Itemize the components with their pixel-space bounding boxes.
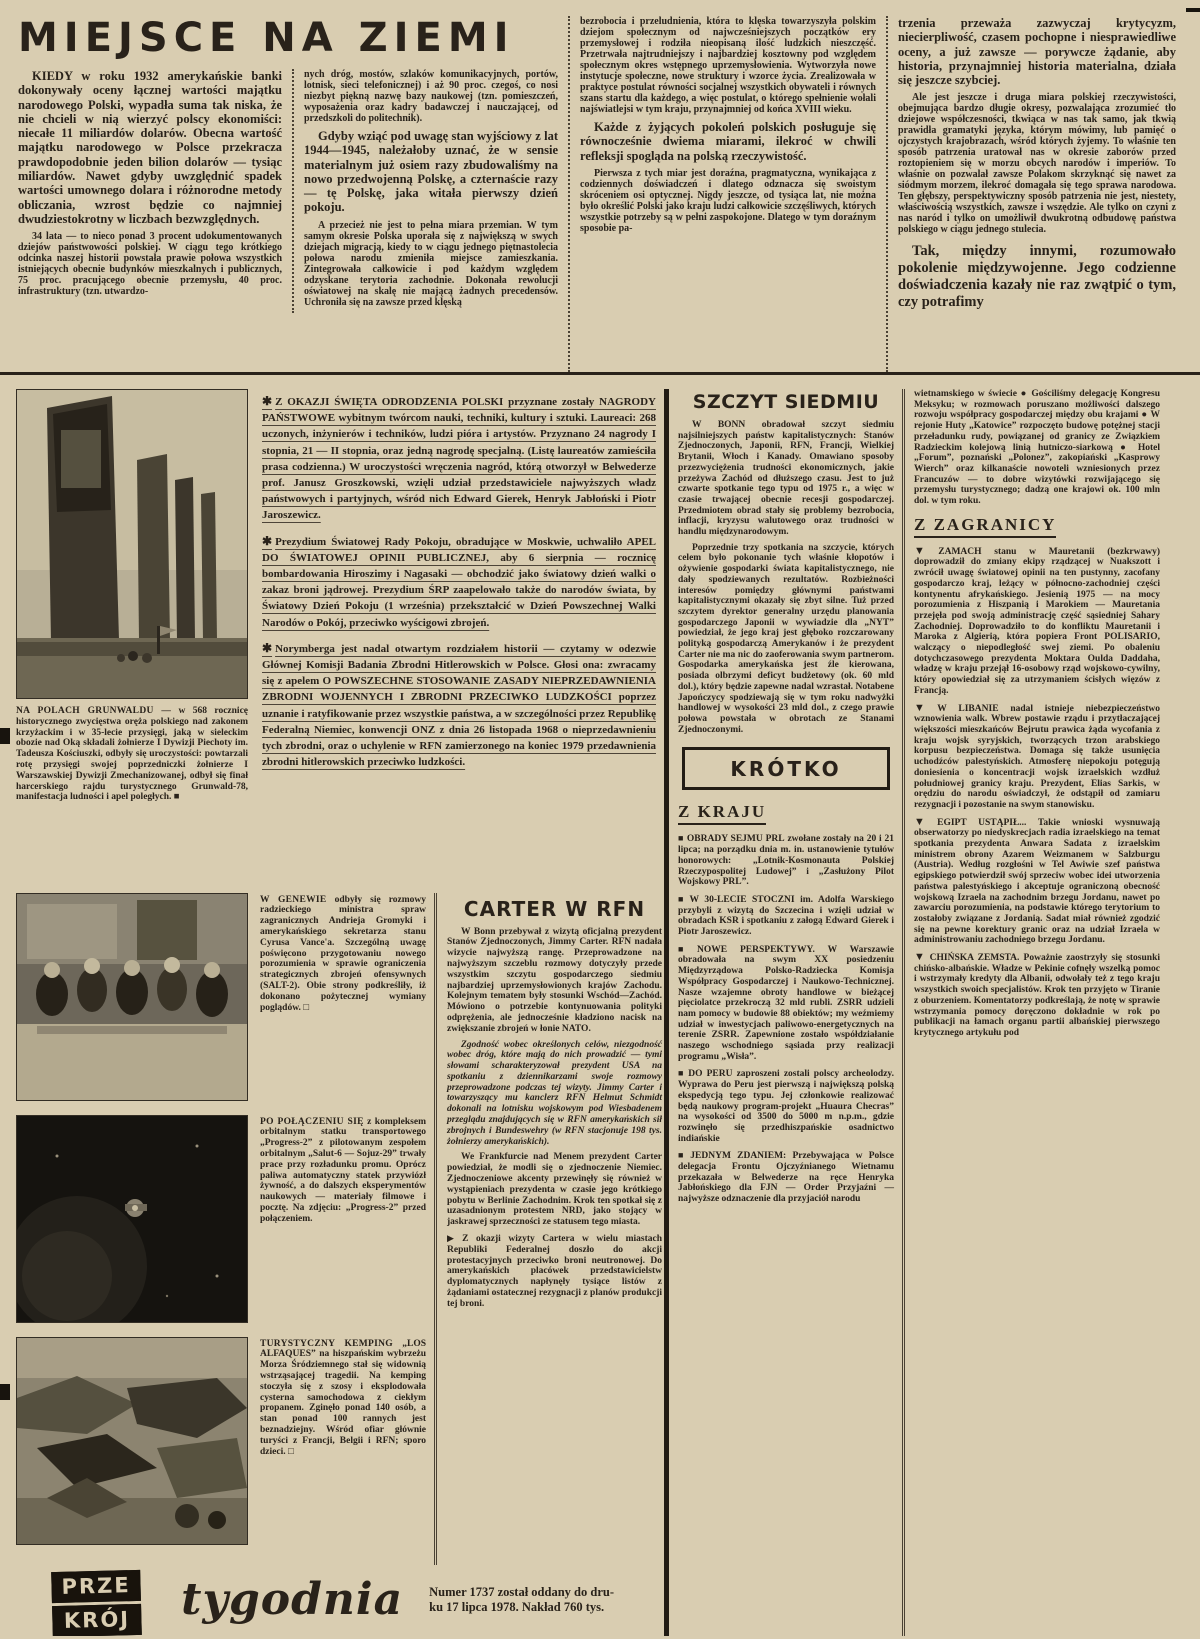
registration-mark <box>0 728 10 744</box>
item-lead: JEDNYM ZDANIEM: <box>690 1151 787 1162</box>
caption-lead: NA POLACH GRUNWALDU — <box>16 706 172 716</box>
progress2-spacecraft-photo <box>16 1115 248 1323</box>
paragraph: Gdyby wziąć pod uwagę stan wyjściowy z lat 1944—1945, należałoby uznać, że w sensie materialnym już osiem razy zbudowaliśmy na nowo przedwojenną Polskę, a czternaście razy — tę Polskę, jaka witała pierwszy dzień pokoju. <box>304 129 558 215</box>
item-text: Przebywająca w Polsce delegacja Frontu Ojczyźnianego Wietnamu przekazała w Belwederze na ręce Henryka Jabłońskiego dla FJN — Order Przyjaźni — najwyższe odznaczenie dla przyjaciół narodu <box>678 1151 895 1205</box>
krotko-section-header: KRÓTKO <box>682 747 890 790</box>
closing-paragraph: Tak, między innymi, rozumowało pokolenie międzywojenne. Jego codzienne doświadczenia kazały nie raz zwątpić o tym, czy potrafimy <box>898 243 1176 311</box>
article-column-3 <box>568 16 886 372</box>
grunwald-monument-photo <box>16 389 248 699</box>
caption-lead: TURYSTYCZNY KEMPING <box>260 1338 393 1349</box>
progress-row <box>16 1115 434 1327</box>
paragraph: bezrobocia i przeludnienia, która to klęska towarzyszyła polskim dziejom społecznym od najwcześniejszych początków ery przemysłowej i rodziła nieopisaną ilość ludzkich nieszczęść. Przetrwała najtrudniejszy i najbardziej kosztowny pod względem społecznym okres wstępnego uprzemysłowienia. Wytworzyła nowe instytucje społeczne, nowe struktury i wzorce życia. Zrealizowała w praktyce postulat równości socjalnej wszystkich obywateli i równych szans startu dla każdego, a więc postulat, o którego spełnienie wołali najświatlejsi w tym kraju, przynajmniej od końca XVIII wieku. <box>580 16 876 115</box>
kraj-item <box>678 1068 894 1144</box>
paragraph: Poprzednie trzy spotkania na szczycie, których celem było pokonanie tych właśnie kłopotów i ożywienie gospodarki świata kapitalistycznego, nie dały spodziewanych rezultatów. Rozbieżności interesów pomiędzy głównymi państwami kapitalistycznymi okazały się zbyt silne. Tuż przed szczytem dyrektor generalny urzędu planowania gospodarczego Japonii w wywiadzie dla „NYT” powiedział, że jego kraj jest głęboko rozczarowany polityką gospodarczą Amerykanów i że prezydent Carter nie ma nic do zaoferowania swym partnerom. Gospodarka amerykańska jest źle kierowana, posiada olbrzymi deficyt budżetowy (ok. 60 mld dol.), który będzie zapewne nadal wzrastał. Notabene Japończycy spodziewają się w tym roku nadwyżki handlowej w wysokości 23 mld dol., z czego prawie połowa powstała w obrotach ze Stanami Zjednoczonymi. <box>678 542 894 735</box>
middle-track <box>664 389 902 1636</box>
z-zagranicy-header: Z ZAGRANICY <box>914 515 1056 538</box>
szczyt-siedmiu-title: SZCZYT SIEDMIU <box>692 391 880 413</box>
asterisk-bullet-icon: ✱ <box>262 394 273 408</box>
paragraph: W BONN obradował szczyt siedmiu najsilniejszych państw kapitalistycznych: Stanów Zjednoczonych, Japonii, RFN, Francji, Wielkiej Brytanii, Włoch i Kanady. Omawiano sposoby przezwyciężenia trudności ekonomicznych, jakie przeżywa Zachód od dłuższego czasu. Jest to już czwarte spotkanie tego typu od 1975 r., a więc w czasie trwającej obecnie recesji gospodarczej. Przedmiotem obrad stały się problemy bezrobocia, inflacji, kryzysu walutowego oraz trudności w handlu międzynarodowym. <box>678 420 894 538</box>
geneva-talks-photo <box>16 893 248 1101</box>
paragraph: nych dróg, mostów, szlaków komunikacyjnych, portów, lotnisk, sieci telefonicznej) i aż 90 proc. czegoś, co nosi niezbyt piękną nazwę bazy naukowej (tzn. pomieszczeń, wyposażenia oraz kadry badawczej i nauczającej, od przedszkoli do politechnik). <box>304 69 558 124</box>
z-kraju-header: Z KRAJU <box>678 802 766 825</box>
paragraph: Zgodność wobec określonych celów, niezgodność wobec dróg, które mają do nich prowadzić — tymi słowami scharakteryzował prezydent USA na spotkaniu z dziennikarzami swoje rozmowy przeprowadzone podczas tej wizyty. Jimmy Carter i towarzyszący mu kanclerz RFN Helmut Schmidt dokonali na lotnisku wojskowym pod Wiesbadenem przeglądu znajdujących się w RFN amerykańskich sił zbrojnych i Bundeswehry (w RFN stacjonuje 198 tys. żołnierzy amerykańskich). <box>447 1039 662 1147</box>
item-lead: CHIŃSKA ZEMSTA. <box>929 953 1020 964</box>
kraj-item <box>678 1150 894 1205</box>
article-column-2 <box>292 69 568 313</box>
asterisk-bullet-icon: ✱ <box>262 533 273 548</box>
item-text: zwołane zostały na 20 i 21 lipca; na porządku dnia m. in. ustanowienie tytułów honorowych: „Lotnik-Kosmonauta Polskiej Rzeczypospolitej Ludowej” i „Zasłużony Pilot Wojskowy PRL”. <box>678 834 895 888</box>
square-bullet-icon: ■ <box>678 1068 685 1079</box>
asterisk-bullet-icon: ✱ <box>262 640 273 655</box>
registration-mark <box>0 1384 10 1400</box>
bulletin-item <box>262 393 656 524</box>
right-track <box>902 389 1162 1636</box>
square-bullet-icon: ■ <box>678 893 686 904</box>
item-lead: OBRADY SEJMU PRL <box>686 834 785 845</box>
logo-bottom-box: KRÓJ <box>52 1603 142 1636</box>
paragraph: Pierwsza z tych miar jest doraźna, pragmatyczna, wynikająca z codziennych doświadczeń i dlatego odznacza się swoistym skróceniem osi optycznej. Nigdy jeszcze, od tysiąca lat, nie można było określić Polski jako kraju ludzi całkowicie szczęśliwych, których wszystkie potrzeby są w pełni zaspokojone. Dlatego w tym doraźnym sposobie pa- <box>580 167 876 234</box>
page-title: MIEJSCE NA ZIEMI <box>18 15 515 61</box>
paragraph: KIEDY w roku 1932 amerykańskie banki dokonywały oceny łącznej wartości majątku narodowego Polski, wypadła suma tak niska, że nie chcieli w nią wierzyć polscy ekonomiści: niecałe 11 miliardów dolarów. Obecna wartość majątku narodowego w Polsce przekracza prawdopodobnie jeden bilion dolarów — tysiąc miliardów. Nawet gdyby uwzględnić spadek wartości umownego dolara i różnorodne metody obliczania, wzrost będzie co najmniej dwudziestokrotny w liczbach bezwzględnych. <box>18 69 282 226</box>
protest-item <box>447 1233 662 1310</box>
imprint-line: Numer 1737 został oddany do dru- <box>429 1584 614 1599</box>
intro-continuation: wietnamskiego w świecie ● Gościliśmy delegację Kongresu Meksyku; w rozmowach poruszano możliwości dalszego rozwoju współpracy gospodarczej między obu krajami ● W rejonie Huty „Katowice” rozpoczęto budowę potężnej stacji przeładunku rudy, powiązanej od granicy ze Związkiem Radzieckim kolejową linią hutniczo-siarkową ● Hotel „Forum”, poznański „Polonez”, zakopiański „Kasprowy Wierch” oraz kilkanaście nowoteli wzniesionych przez Francuzów — to dobre wizytówki rozwijającego się przemysłu turystycznego; dadzą one krajowi ok. 100 mln dol. w tym roku. <box>914 389 1160 507</box>
item-lead: W 30-LECIE STOCZNI <box>689 894 795 905</box>
square-bullet-icon: ■ <box>678 943 693 954</box>
geneva-caption <box>260 895 426 1014</box>
caption-lead: W GENEWIE <box>260 894 327 905</box>
camping-disaster-photo <box>16 1337 248 1545</box>
article-column-1 <box>16 69 292 313</box>
item-lead: EGIPT USTĄPIŁ... <box>937 817 1027 828</box>
paragraph: 34 lata — to nieco ponad 3 procent udokumentowanych dziejów państwowości polskiej. W ciągu tego krótkiego odcinka naszej historii powstała prawie połowa wszystkich istniejących obecnie budynków mieszkalnych i publicznych, 75 proc. pracującego obecnie przemysłu, 40 proc. infrastruktury (tzn. utwardzo- <box>18 231 282 298</box>
item-text: nadal istnieje niebezpieczeństwo wznowienia walk. Wbrew postawie rządu i przytłaczającej większości mieszkańców Bejrutu prawica żąda wycofania z kraju wojsk syryjskich, tworzących trzon arabskiego korpusu bezpieczeństwa. Domaga się także usunięcia uchodźców palestyńskich. Atmosferę niepokoju potęgują doniesienia o koncentracji wojsk izraelskich wzdłuż południowej granicy kraju. Prezydent, Elias Sarkis, w orędziu do narodu oświadczył, że odstąpił od zamiaru rezygnacji i pozostanie na swym stanowisku. <box>914 703 1160 810</box>
registration-mark <box>1186 8 1200 12</box>
protest-text: Z okazji wizyty Cartera w wielu miastach Republiki Federalnej doszło do akcji protestacyjnych przeciwko broni neutronowej. Do amerykańskich placówek przedstawicielstw dyplomatycznych napłynęły tysiące listów z żądaniami ostatecznej rezygnacji z planów produkcji tej broni. <box>447 1234 663 1309</box>
lower-region <box>0 375 1200 1636</box>
logo-top-box: PRZE <box>51 1569 141 1602</box>
footer-band <box>16 1565 664 1636</box>
article-column-4 <box>886 16 1186 372</box>
paragraph: trzenia przeważa zazwyczaj krytycyzm, niecierpliwość, czasem pochopne i niesprawiedliwe oceny, a już zawsze — porywcze żądanie, aby historia, przynajmniej historia materialna, działa się jeszcze szybciej. <box>898 16 1176 88</box>
kraj-item <box>678 894 894 938</box>
triangle-bullet-icon: ▼ <box>914 815 935 828</box>
paragraph: We Frankfurcie nad Menem prezydent Carter powiedział, że modli się o zjednoczenie Niemiec. Zjednoczeniowe akcenty przewinęły się również w wystąpieniach prezydenta w czasie jego krótkiego pobytu w Berlinie Zachodnim. Krok ten spotkał się z uzasadnionym protestem NRD, jako stojący w jaskrawej sprzeczności ze statusem tego miasta. <box>447 1152 662 1228</box>
triangle-bullet-icon: ▼ <box>914 951 927 964</box>
item-text: Poważnie zaostrzyły się stosunki chińsko-albańskie. Władze w Pekinie cofnęły wszelką pomoc i wstrzymały kredyty dla Albanii, odwołały też z tego kraju wszystkich swoich specjalistów. Krok ten przyjęto w Tiranie z oburzeniem. Komentatorzy podkreślają, że notę w sprawie wstrzymania pomocy doręczono dokładnie w rok po publikacji na łamach organu partii albańskiej pierwszego krytycznego artykułu pod <box>914 953 1160 1038</box>
square-bullet-icon: ■ <box>678 833 683 844</box>
imprint-line: ku 17 lipca 1978. Nakład 760 tys. <box>429 1599 605 1614</box>
imprint <box>429 1585 614 1615</box>
progress-caption <box>260 1117 426 1225</box>
camping-caption <box>260 1339 426 1458</box>
lead-article-section <box>0 0 1200 375</box>
arrow-bullet-icon: ▶ <box>447 1233 460 1244</box>
triangle-bullet-icon: ▼ <box>914 701 935 714</box>
zagranica-item <box>914 817 1160 946</box>
carter-article <box>434 893 664 1565</box>
bulletin-item <box>262 640 656 771</box>
caption-text: „LOS ALFAQUES” na hiszpańskim wybrzeżu Morza Śródziemnego stał się widownią wstrząsającej tragedii. Na kemping stoczyła się z szosy i eksplodowała cysterna samochodowa z ciekłym propanem. Zginęło ponad 140 osób, a stan ponad 100 rannych jest beznadziejny. Wśród ofiar głównie turyści z Francji, Belgii i RFN; sporo dzieci. □ <box>260 1338 426 1457</box>
item-lead: W LIBANIE <box>937 703 999 714</box>
item-lead: DO PERU <box>688 1069 733 1080</box>
grunwald-block <box>16 389 248 893</box>
lead-article-left <box>16 16 568 372</box>
kraj-item <box>678 833 894 888</box>
paragraph: Każde z żyjących pokoleń polskich posługuje się równocześnie dwiema miarami, ilekroć w chwili refleksji spogląda na polską rzeczywistość. <box>580 120 876 163</box>
geneva-row <box>16 893 434 1105</box>
przekroj-logo <box>51 1569 142 1636</box>
zagranica-item <box>914 952 1160 1039</box>
item-text: im. Adolfa Warskiego przybyli z wizytą do Szczecina i wzięli udział w obradach KSR i spotkaniu z załogą Edward Gierek i Piotr Jaroszewicz. <box>678 894 894 938</box>
item-lead: NOWE PERSPEKTYWY. <box>696 944 815 955</box>
triangle-bullet-icon: ▼ <box>914 544 936 557</box>
bulletin-text: Prezydium Światowej Rady Pokoju, obradujące w Moskwie, uchwaliło APEL DO ŚWIATOWEJ OPINII PUBLICZNEJ, aby 6 sierpnia — rocznicę bombardowania Hiroszimy i Nagasaki — obchodzić jako światowy dzień walki o zakaz broni jądrowej. Prezydium ŚRP zaapelowało także do narodów świata, by Światowy Dzień Pokoju (1 września) przekształcić w Dzień Powszechnej Walki Narodów o Pokój, przeciwko wyścigowi zbrojeń. <box>262 535 656 629</box>
carter-title: CARTER W RFN <box>463 896 646 921</box>
left-track <box>16 389 664 1636</box>
camping-row <box>16 1337 434 1549</box>
bulletin-item <box>262 533 656 631</box>
tygodnia-script-logo: tygodnia <box>181 1573 404 1625</box>
photo-news-rows <box>16 893 434 1565</box>
zagranica-item <box>914 703 1160 811</box>
paragraph: A przecież nie jest to pełna miara przemian. W tym samym okresie Polska uporała się z największą w swych dziejach migracją, kiedy to w ciągu jednego piętnastolecia połowa narodu zmieniła miejsce zamieszkania. Zintegrowała całkowicie i pod każdym względem odzyskane terytoria zachodnie. Dokonała rewolucji oświatowej na skalę nie mającą żadnych precedensów. Uchroniła się na zawsze przed klęską <box>304 219 558 308</box>
kraj-item <box>678 944 894 1063</box>
caption-text: w 568 rocznicę historycznego zwycięstwa oręża polskiego nad zakonem krzyżackim i w 35-lecie przysięgi, jaką w sieleckim obozie nad Oką składali żołnierze I Dywizji Piechoty im. Tadeusza Kościuszki, odbyły się uroczystości: powtarzali rotę przysięgi swojej poprzedniczki żołnierze I Warszawskiej Dywizji Zmechanizowanej, odbył się finał harcerskiego rajdu turystycznego Grunwald-78, manifestacja ludności i apel poległych. ■ <box>16 706 248 803</box>
bulletin-text: Norymberga jest nadal otwartym rozdziałem historii — czytamy w odezwie Głównej Komisji Badania Zbrodni Hitlerowskich w Polsce. Głosi ona: zwracamy się z apelem O POWSZECHNE STOSOWANIE ZASADY NIEPRZEDAWNIENIA ZBRODNI WOJENNYCH I ZBRODNI PRZECIWKO LUDZKOŚCI poprzez uznanie i ratyfikowanie przez wszystkie państwa, a w szczególności przez Republikę Federalną Niemiec, konwencji ONZ z dnia 26 listopada 1968 o nieprzedawnieniu tych zbrodni, oraz o uchylenie w RFN zamierzonego na koniec 1979 przedawnienia zbrodni hitlerowskich przeciwko ludzkości. <box>262 642 656 769</box>
bulletin-text: Z OKAZJI ŚWIĘTA ODRODZENIA POLSKI przyznane zostały NAGRODY PAŃSTWOWE wybitnym twórcom nauki, techniki, kultury i sztuki. Laureaci: 268 uczonych, inżynierów i techników, ludzi pióra i artystów. Przyznano 24 nagrody I stopnia, 21 — II stopnia, oraz jedną nagrodę specjalną. (Listę laureatów zamieściła prasa codzienna.) W uroczystości wręczenia nagród, którą otworzył w Belwederze prof. Janusz Groszkowski, wzięli udział przedstawiciele najwyższych władz państwowych i partyjnych, wśród nich Edward Gierek, Henryk Jabłoński i Piotr Jaroszewicz. <box>262 396 656 522</box>
item-text: stanu w Mauretanii (bezkrwawy) doprowadził do zmiany ekipy rządzącej w Nuakszott i zwrócił uwagę światowej opinii na ten pustynny, zacofany gospodarczo kraj, leżący w północno-zachodniej części kontynentu afrykańskiego. Jesienią 1975 — na mocy porozumienia z Hiszpanią i Marokiem — Mauretania przejęła pod swoją administrację część sąsiedniej Sahary Zachodniej. Doprowadziło to do konfliktu Mauretanii i Maroka z Algierią, która popiera Front POLISARIO, walczący o niepodległość swej ziemi. Po obaleniu dotychczasowego prezydenta Moktara Oulda Daddaha, władzę w kraju przejął 16-osobowy rząd wojskowo-cywilny, który opowiedział się za utrzymaniem ścisłych więzów z Francją. <box>914 546 1160 696</box>
caption-text: z kompleksem orbitalnym statku transportowego „Progress-2” z pilotowanym zespołem orbitalnym „Salut-6 — Sojuz-29” trwały prace przy rozładunku promu. Oprócz paliwa automatyczny statek przywiózł żywność, a do dalszych eksperymentów naukowych — materiały filmowe i pocztę. Na zdjęciu: „Progress-2” przed połączeniem. <box>260 1116 426 1224</box>
item-text: Takie wnioski wysnuwają obserwatorzy po niedyskrecjach radia izraelskiego na temat spotkania prezydenta Anwara Sadata z izraelskim ministrem obrony Azarem Weizmanem w Salzburgu (Austria). Według rozgłośni w Tel Awiwie szef państwa egipskiego potwierdził swój sprzeciw wobec idei utworzenia państwa palestyńskiego i akceptuje ograniczoną obecność wojskową Izraela na zachodnim brzegu Jordanu, nawet po zawarciu porozumienia, na podstawie którego terytorium to zostałoby związane z Jordanią. Sadat miał również zgodzić się na pewne korektury granic oraz na udział Izraela w administrowaniu zachodniego brzegu Jordanu. <box>914 817 1160 946</box>
paragraph: Ale jest jeszcze i druga miara polskiej rzeczywistości, obejmująca bardzo długie okresy, pozwalająca zrozumieć tło dziejowe współczesności, tkwiąca w nas tak samo, jak tkwią prawidła gramatyki języka, którym mówimy, lub pamięć o ojczystych krajobrazach, wśród których żyjemy. To właśnie ten sposób patrzenia uratował nas w okresie zaborów przed roztopieniem się w morzu obcych narodów i imperiów. To właśnie on pozwalał zawsze Polakom skrzyknąć się nawet za siódmym morzem, ilekroć domagała się tego sprawa narodowa. Ten głębszy, perspektywiczny sposób patrzenia nie jest, niestety, właściwością wszystkich, zawsze i wszędzie. Ale tylko on czyni z nas naród i tylko on umożliwił dwukrotną odbudowę państwa polskiego w ciągu jednego stulecia. <box>898 92 1176 236</box>
item-text: zaproszeni zostali polscy archeolodzy. Wyprawa do Peru jest pierwszą i największą polską ekspedycją tego typu. Jej członkowie realizować będą naukowy program-projekt „Huaura Checras” na wysokości od 3500 do 5000 m n.p.m., gdzie rozwinęło się przedhiszpańskie osadnictwo indiańskie <box>678 1069 895 1144</box>
paragraph: W Bonn przebywał z wizytą oficjalną prezydent Stanów Zjednoczonych, Jimmy Carter. RFN nadała wizycie najwyższą rangę. Przeprowadzone na najwyższym szczeblu rozmowy dotyczyły przede wszystkim szczytu gospodarczego siedmiu najbardziej uprzemysłowionych krajów Zachodu. Kolejnym tematem były stosunki Wschód—Zachód. Mówiono o potrzebie kontynuowania polityki odprężenia, ale jednocześnie kładziono nacisk na zwiększanie zbrojeń w łonie NATO. <box>447 926 662 1034</box>
square-bullet-icon: ■ <box>678 1150 687 1161</box>
item-text: W Warszawie obradowała na swym XX posiedzeniu Międzyrządowa Polsko-Radziecka Komisja Współpracy Gospodarczej i Naukowo-Technicznej. Nasze wzajemne obroty handlowe w bieżącej pięciolatce przekroczą 32 mld rubli. ZSRR udzieli nam pomocy w budowie 88 obiektów; my weźmiemy udział w inwestycjach paliwowo-energetycznych na terenie ZSRR. Zapewnione zostało współdziałanie naszego wschodniego sąsiada przy realizacji programu „Wisła”. <box>678 944 894 1062</box>
grunwald-caption <box>16 706 248 803</box>
caption-text: odbyły się rozmowy radzieckiego ministra spraw zagranicznych Andrieja Gromyki i amerykańskiego sekretarza stanu Cyrusa Vance'a. Szczególną uwagę poświęcono przygotowaniu nowego porozumienia w sprawie ograniczenia strategicznych zbrojeń ofensywnych (SALT-2). Obie strony podkreśliły, iż dokonano pożytecznej wymiany poglądów. □ <box>260 894 427 1013</box>
caption-lead: PO POŁĄCZENIU SIĘ <box>260 1116 364 1127</box>
item-lead: ZAMACH <box>938 546 982 557</box>
zagranica-item <box>914 546 1160 697</box>
news-bulletins <box>248 389 664 893</box>
